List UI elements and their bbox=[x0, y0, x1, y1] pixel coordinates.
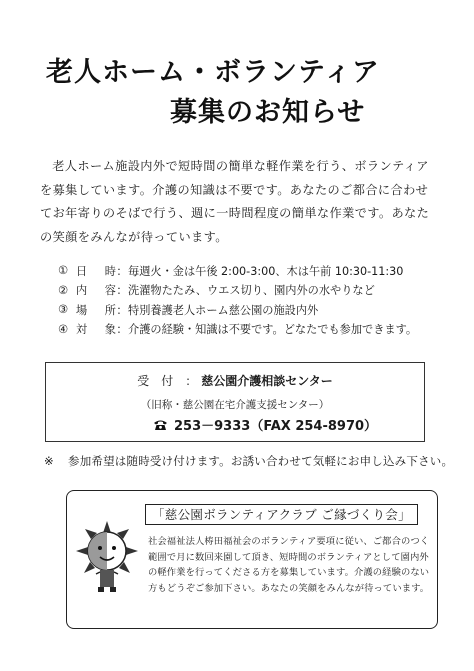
reception-line bbox=[46, 372, 424, 389]
former-name: （旧称・慈公園在宅介護支援センター） bbox=[140, 399, 330, 411]
detail-value: 毎週火・金は午後 2:00-3:00、木は午前 10:30-11:30 bbox=[128, 264, 404, 278]
note-text: 参加希望は随時受け付けます。お誘い合わせて気軽にお申し込み下さい。 bbox=[68, 454, 454, 468]
detail-value: 洗濯物たたみ、ウエス切り、園内外の水やりなど bbox=[128, 284, 375, 298]
detail-colon: ： bbox=[116, 303, 128, 317]
detail-label: 内 容 bbox=[76, 284, 116, 298]
application-note bbox=[44, 453, 453, 469]
detail-label: 場 所 bbox=[76, 303, 116, 317]
detail-value: 介護の経験・知識は不要です。どなたでも参加できます。 bbox=[128, 323, 418, 337]
center-name: 慈公園介護相談センター bbox=[201, 374, 333, 388]
detail-row-target bbox=[58, 320, 458, 340]
details-list bbox=[58, 261, 458, 339]
detail-row-place bbox=[58, 300, 458, 320]
detail-row-datetime bbox=[58, 261, 458, 281]
reception-label: 受 付 ： bbox=[137, 374, 198, 388]
club-description: 社会福祉法人梼田福祉会のボランティア要項に従い、ご都合のつく範囲で月に数回来園して頂き、短時間のボランティアとして園内外の軽作業を行ってくださる方を募集しています。介護の経験のない方もどうぞご参加下さい。あなたの笑顔をみんなが待っています。 bbox=[148, 536, 430, 594]
note-mark: ※ bbox=[44, 454, 54, 468]
detail-number: ② bbox=[58, 283, 69, 297]
club-title: 「慈公園ボランティアクラブ ご縁づくり会」 bbox=[145, 505, 418, 523]
detail-colon: ： bbox=[116, 284, 128, 298]
detail-number: ③ bbox=[58, 303, 69, 317]
detail-row-content bbox=[58, 281, 458, 301]
contact-box bbox=[45, 362, 425, 442]
detail-label: 対 象 bbox=[76, 323, 116, 337]
telephone-icon bbox=[153, 419, 168, 431]
detail-colon: ： bbox=[116, 264, 128, 278]
page-title-line2: 募集のお知らせ bbox=[170, 97, 366, 128]
page-title-line1: 老人ホーム・ボランティア bbox=[46, 57, 380, 88]
sun-mascot-icon bbox=[74, 519, 140, 595]
intro-paragraph: 老人ホーム施設内外で短時間の簡単な軽作業を行う、ボランティアを募集しています。介護の知識は不要です。あなたのご都合に合わせてお年寄りのそばで行う、週に一時間程度の簡単な作業です。あなたの笑顔をみんなが待っています。 bbox=[40, 159, 430, 244]
detail-number: ① bbox=[58, 264, 69, 278]
detail-number: ④ bbox=[58, 322, 69, 336]
phone-line bbox=[153, 415, 377, 434]
detail-colon: ： bbox=[116, 323, 128, 337]
detail-label: 日 時 bbox=[76, 264, 116, 278]
detail-value: 特別養護老人ホーム慈公園の施設内外 bbox=[128, 303, 319, 317]
phone-number: 253－9333（FAX 254-8970） bbox=[174, 419, 378, 434]
